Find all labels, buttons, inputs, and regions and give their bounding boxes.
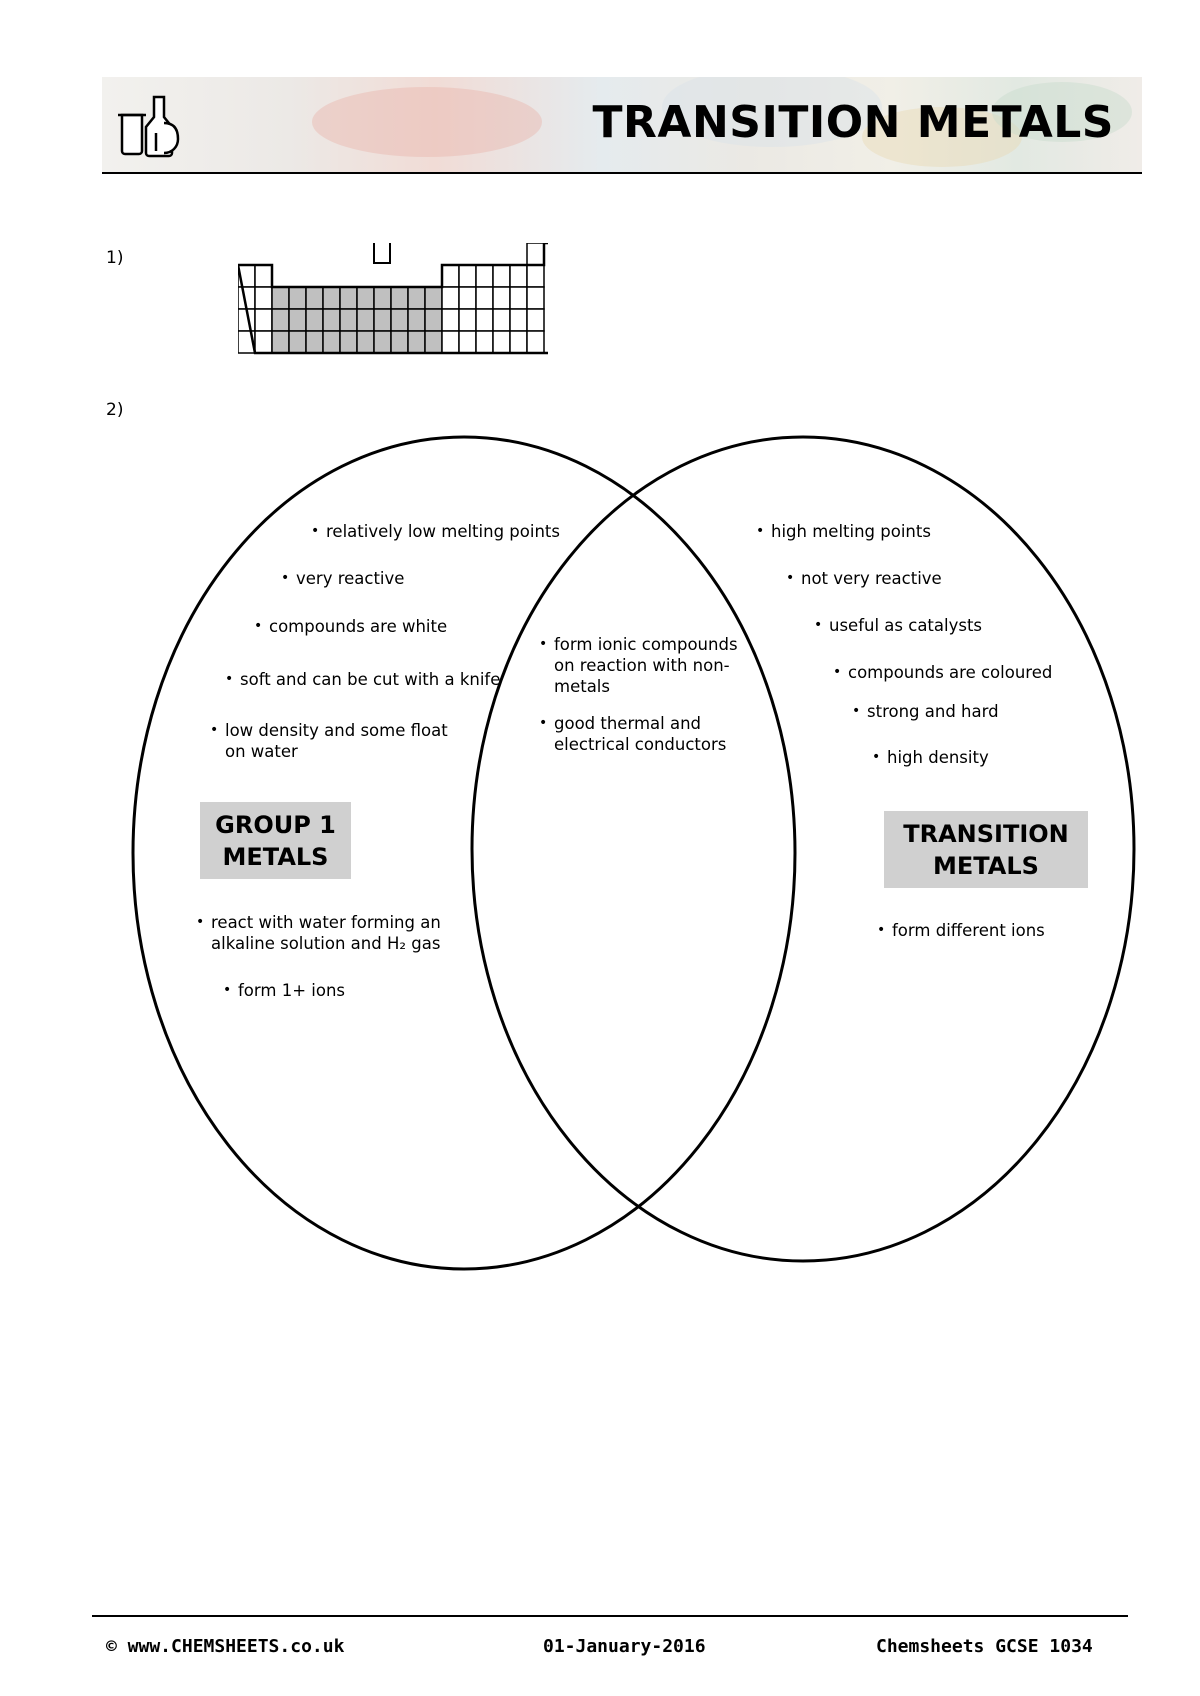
left-fact: • react with water forming an alkaline solution and H₂ gas <box>196 913 441 953</box>
bullet-icon: • <box>225 671 234 687</box>
transition-metals-label: TRANSITION METALS <box>884 811 1088 888</box>
right-fact: • high density <box>872 748 989 767</box>
bullet-icon: • <box>852 703 861 719</box>
right-fact: • compounds are coloured <box>833 663 1053 682</box>
right-fact: • strong and hard <box>852 702 999 721</box>
group-1-label: GROUP 1 METALS <box>200 802 351 879</box>
right-fact: • high melting points <box>756 522 931 541</box>
right-fact: • form different ions <box>877 921 1045 940</box>
right-fact: • not very reactive <box>786 569 942 588</box>
left-fact: • compounds are white <box>254 617 448 636</box>
bullet-icon: • <box>210 722 219 738</box>
bullet-icon: • <box>833 664 842 680</box>
bullet-icon: • <box>281 570 290 586</box>
footer-date: 01-January-2016 <box>543 1636 706 1657</box>
bullet-icon: • <box>756 523 765 539</box>
left-fact: • form 1+ ions <box>223 981 346 1000</box>
bullet-icon: • <box>311 523 320 539</box>
bullet-icon: • <box>254 618 263 634</box>
bullet-icon: • <box>539 636 548 652</box>
left-fact: • soft and can be cut with a knife <box>225 670 501 689</box>
right-fact: • useful as catalysts <box>814 616 983 635</box>
left-fact: • very reactive <box>281 569 405 588</box>
bullet-icon: • <box>814 617 823 633</box>
bullet-icon: • <box>196 914 205 930</box>
shared-fact: • good thermal and electrical conductors <box>539 714 727 754</box>
footer-sheet-id: Chemsheets GCSE 1034 <box>876 1636 1093 1657</box>
bullet-icon: • <box>539 715 548 731</box>
left-fact: • relatively low melting points <box>311 522 560 541</box>
shared-fact: • form ionic compounds on reaction with non- metals <box>539 635 738 696</box>
bullet-icon: • <box>786 570 795 586</box>
left-fact: • low density and some float on water <box>210 721 448 761</box>
page-title: TRANSITION METALS <box>592 97 1114 148</box>
footer-copyright: © www.CHEMSHEETS.co.uk <box>106 1636 345 1657</box>
bullet-icon: • <box>877 922 886 938</box>
question-2-number: 2) <box>106 400 124 420</box>
footer-divider <box>92 1615 1128 1617</box>
bullet-icon: • <box>872 749 881 765</box>
question-1-number: 1) <box>106 248 124 268</box>
bullet-icon: • <box>223 982 232 998</box>
